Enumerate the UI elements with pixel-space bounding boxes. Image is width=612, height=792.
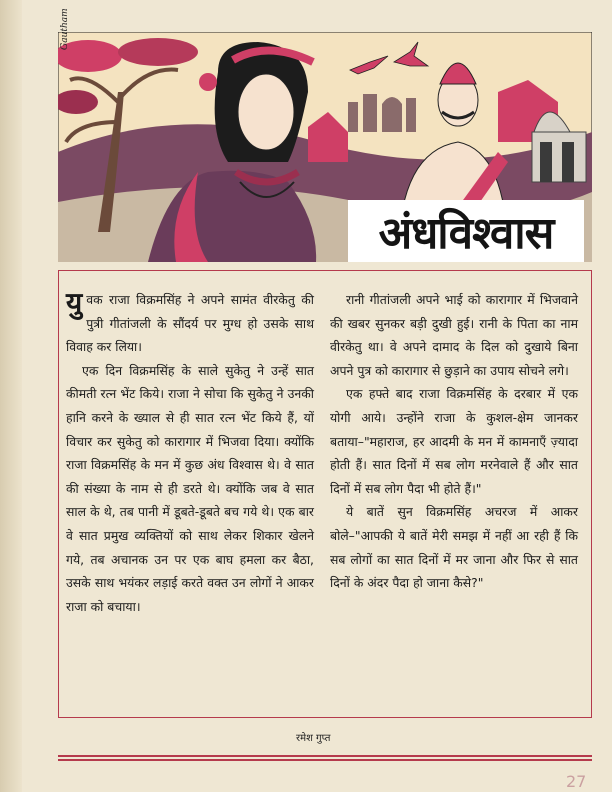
- paragraph: एक दिन विक्रमसिंह के साले सुकेतु ने उन्हें सात कीमती रत्न भेंट किये। राजा ने सोचा कि सुकेतु ने उनकी हानि करने के ख्याल से ही सात रत्न भेंट किये हैं, यों विचार कर सुकेतु को कारागार में भिजवा दिया। क्योंकि राजा विक्रमसिंह के मन में कुछ अंध विश्वास थे। वे सात की संख्या के नाम से ही डरते थे। क्योंकि जब वे सात साल के थे, तब पानी में डूबते-डूबते बच गये थे। एक बार वे सात प्रमुख व्यक्तियों को साथ लेकर शिकार खेलने गये, तब अचानक उन पर एक बाघ हमला कर बैठा, उसके साथ भयंकर लड़ाई करते वक्त उन लोगों ने आकर राजा को बचाया।: [66, 362, 314, 614]
- author-name: रमेश गुप्त: [296, 733, 331, 744]
- paragraph-text: वक राजा विक्रमसिंह ने अपने सामंत वीरकेतु की पुत्री गीतांजली के सौंदर्य पर मुग्ध हो उसके साथ विवाह कर लिया।: [66, 292, 314, 355]
- page-number: 27: [566, 772, 587, 791]
- drop-cap: यु: [66, 286, 83, 319]
- right-column: [330, 288, 578, 595]
- story-title: अंधविश्वास: [378, 208, 554, 259]
- paragraph: रानी गीतांजली अपने भाई को कारागार में भिजवाने की खबर सुनकर बड़ी दुखी हुई। रानी के पिता का नाम वीरकेतु था। वे अपने दामाद के दिल को दुखाये बिना अपने पुत्र को कारागार से छुड़ाने का उपाय सोचने लगे।: [330, 292, 578, 378]
- paragraph: ये बातें सुन विक्रमसिंह अचरज में आकर बोले–"आपकी ये बातें मेरी समझ में नहीं आ रही हैं कि सब लोगों का सात दिनों में मर जाना और फिर से सात दिनों के अंदर पैदा हो जाना कैसे?": [330, 504, 578, 591]
- left-column: [66, 288, 314, 618]
- divider: [58, 759, 592, 761]
- paragraph: एक हफ्ते बाद राजा विक्रमसिंह के दरबार में एक योगी आये। उन्होंने राजा के कुशल-क्षेम जानकर बताया–"महाराज, हर आदमी के मन में कामनाएँ ज़्यादा होती हैं। सात दिनों में सब लोग मरनेवाले हैं और सात दिनों में सब लोग पैदा भी होते हैं।": [330, 386, 578, 496]
- page-binding: [0, 0, 22, 792]
- divider: [58, 755, 592, 757]
- title-panel: [348, 200, 584, 262]
- paragraph: [66, 288, 314, 359]
- illustrator-signature: Gautham: [60, 8, 70, 50]
